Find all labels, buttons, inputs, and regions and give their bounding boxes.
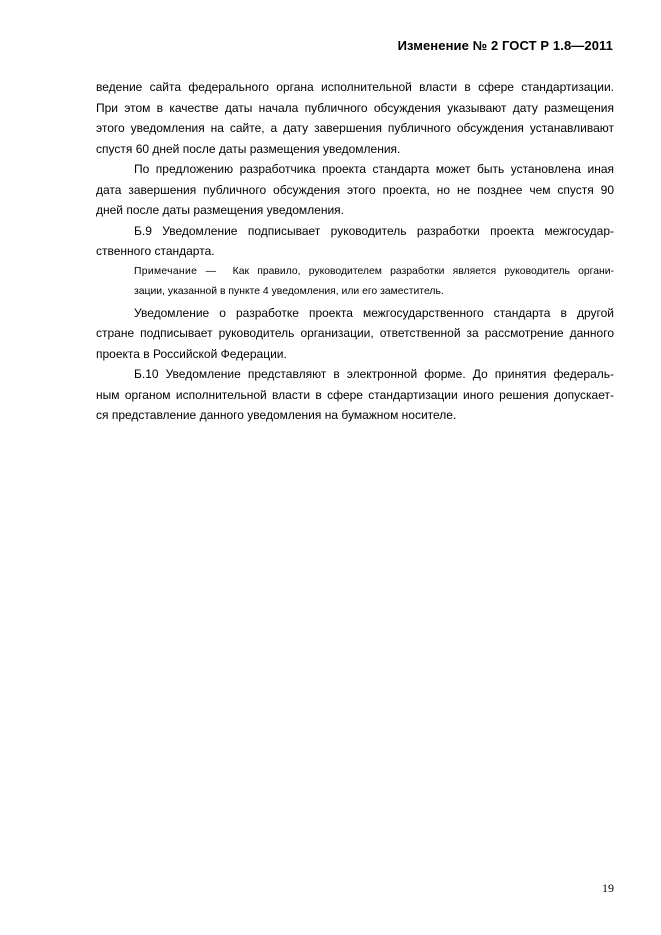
text-line: ся представление данного уведомления на бумажном носителе. (96, 408, 457, 422)
page-number: 19 (602, 881, 614, 895)
note (96, 262, 614, 303)
text-line: этого уведомления на сайте, а дату завершения публичного обсуждения устанавливают (96, 121, 614, 135)
note-text: Как правило, руководителем разработки является руководитель органи- (232, 265, 615, 277)
page-header: Изменение № 2 ГОСТ Р 1.8—2011 (397, 38, 613, 53)
text-line: ведение сайта федерального органа исполнительной власти в сфере стандартизации. (96, 80, 614, 94)
text-line: Б.10 Уведомление представляют в электронной форме. До принятия федераль- (134, 367, 614, 381)
document-body (96, 77, 614, 426)
note-line: зации, указанной в пункте 4 уведомления, или его заместитель. (134, 286, 444, 297)
text-line: Б.9 Уведомление подписывает руководитель разработки проекта межгосудар- (134, 223, 614, 238)
paragraph-interstate-notice (96, 303, 614, 365)
note-line (96, 262, 614, 283)
text-line: ным органом исполнительной власти в сфере стандартизации иного решения допускает- (96, 387, 614, 402)
paragraph-b10 (96, 364, 614, 426)
text-line: По предложению разработчика проекта стандарта может быть установлена иная (134, 162, 614, 176)
text-line: ственного стандарта. (96, 244, 215, 258)
paragraph-publication-dates (96, 77, 614, 159)
text-line: Уведомление о разработке проекта межгосударственного стандарта в другой (134, 305, 614, 320)
text-line: проекта в Российской Федерации. (96, 346, 287, 361)
text-line: дней после даты размещения уведомления. (96, 203, 345, 217)
note-label: Примечание — (134, 265, 217, 277)
text-line: При этом в качестве даты начала публичного обсуждения указывают дату размещения (96, 100, 614, 115)
paragraph-b9 (96, 221, 614, 262)
text-line: дата завершения публичного обсуждения этого проекта, но не позднее чем спустя 90 (96, 182, 614, 197)
paragraph-developer-proposal (96, 159, 614, 221)
text-line: спустя 60 дней после даты размещения уведомления. (96, 141, 401, 156)
text-line: стране подписывает руководитель организации, ответственной за рассмотрение данного (96, 326, 614, 340)
